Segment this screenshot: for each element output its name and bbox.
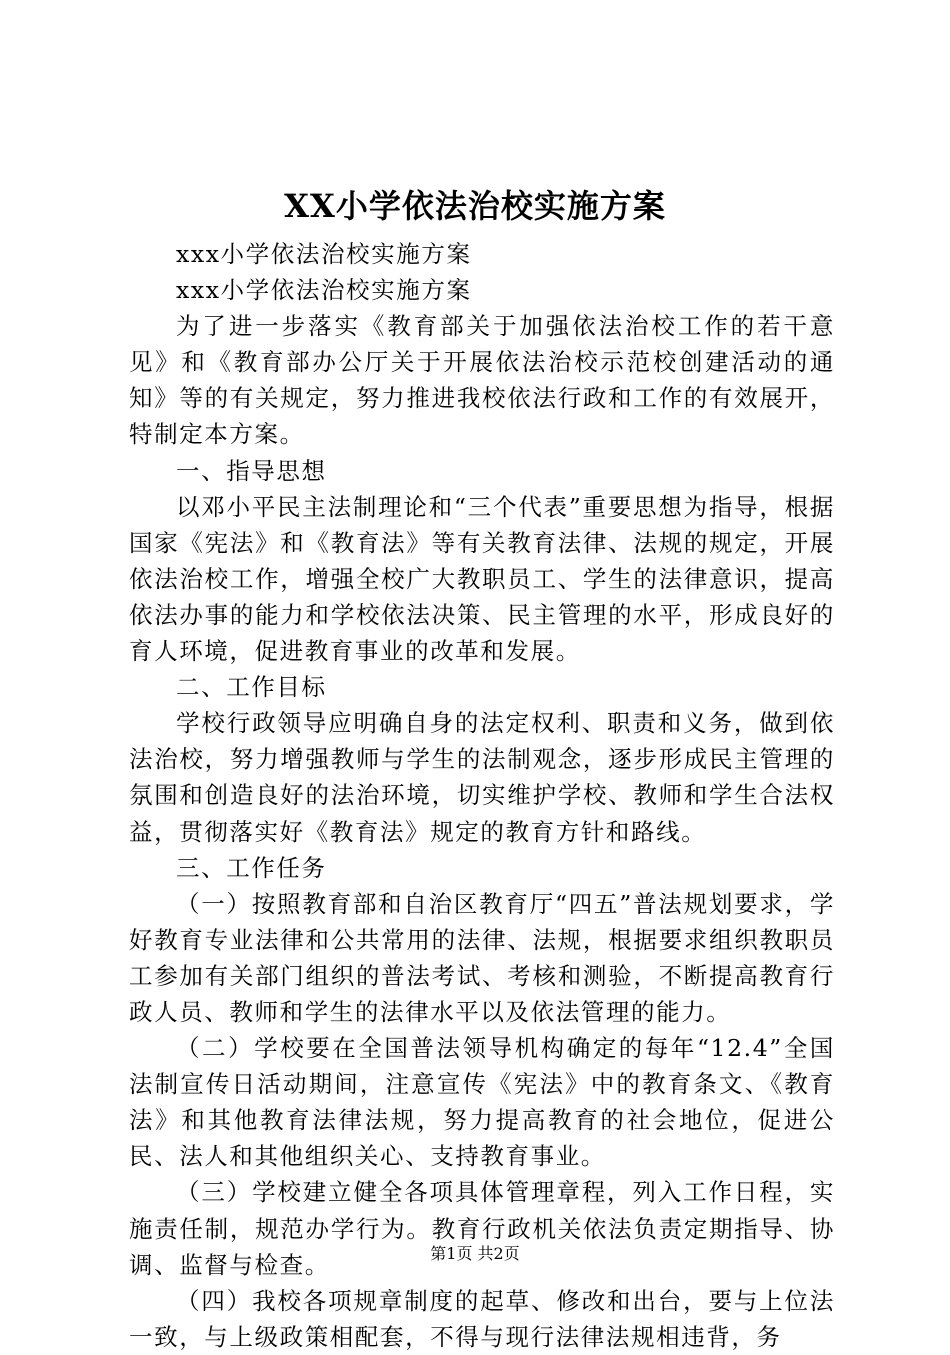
subtitle-line-1: xxx小学依法治校实施方案 <box>176 240 472 268</box>
task-item-3: （三）学校建立健全各项具体管理章程，列入工作日程，实施责任制，规范办学行为。教育行政机关依法负责定期指导、协调、监督与检查。 <box>129 1178 835 1279</box>
subtitle-line-2: xxx小学依法治校实施方案 <box>176 276 472 305</box>
section-heading-guiding-thought: 一、指导思想 <box>176 456 327 485</box>
work-goals-paragraph: 学校行政领导应明确自身的法定权利、职责和义务，做到依法治校，努力增强教师与学生的法制观念，逐步形成民主管理的氛围和创造良好的法治环境，切实维护学校、教师和学生合法权益，贯彻落实好《教育法》规定的教育方针和路线。 <box>129 709 835 846</box>
document-body <box>129 236 835 1355</box>
page-footer: 第1页 共2页 <box>430 1244 520 1263</box>
section-heading-work-goals: 二、工作目标 <box>176 673 327 702</box>
section-heading-work-tasks: 三、工作任务 <box>176 853 327 882</box>
task-item-1: （一）按照教育部和自治区教育厅“四五”普法规划要求，学好教育专业法律和公共常用的法律、法规，根据要求组织教职员工参加有关部门组织的普法考试、考核和测验，不断提高教育行政人员、教师和学生的法律水平以及依法管理的能力。 <box>129 889 835 1026</box>
intro-paragraph: 为了进一步落实《教育部关于加强依法治校工作的若干意见》和《教育部办公厅关于开展依法治校示范校创建活动的通知》等的有关规定，努力推进我校依法行政和工作的有效展开，特制定本方案。 <box>129 312 835 449</box>
document-title: XX小学依法治校实施方案 <box>284 187 666 225</box>
guiding-thought-paragraph: 以邓小平民主法制理论和“三个代表”重要思想为指导，根据国家《宪法》和《教育法》等有关教育法律、法规的规定，开展依法治校工作，增强全校广大教职员工、学生的法律意识，提高依法办事的能力和学校依法决策、民主管理的水平，形成良好的育人环境，促进教育事业的改革和发展。 <box>129 492 835 666</box>
task-item-2: （二）学校要在全国普法领导机构确定的每年“12.4”全国法制宣传日活动期间，注意宣传《宪法》中的教育条文、《教育法》和其他教育法律法规，努力提高教育的社会地位，促进公民、法人和其他组织关心、支持教育事业。 <box>129 1034 835 1171</box>
task-item-4: （四）我校各项规章制度的起草、修改和出台，要与上位法一致，与上级政策相配套，不得与现行法律法规相违背，务 <box>129 1286 835 1351</box>
